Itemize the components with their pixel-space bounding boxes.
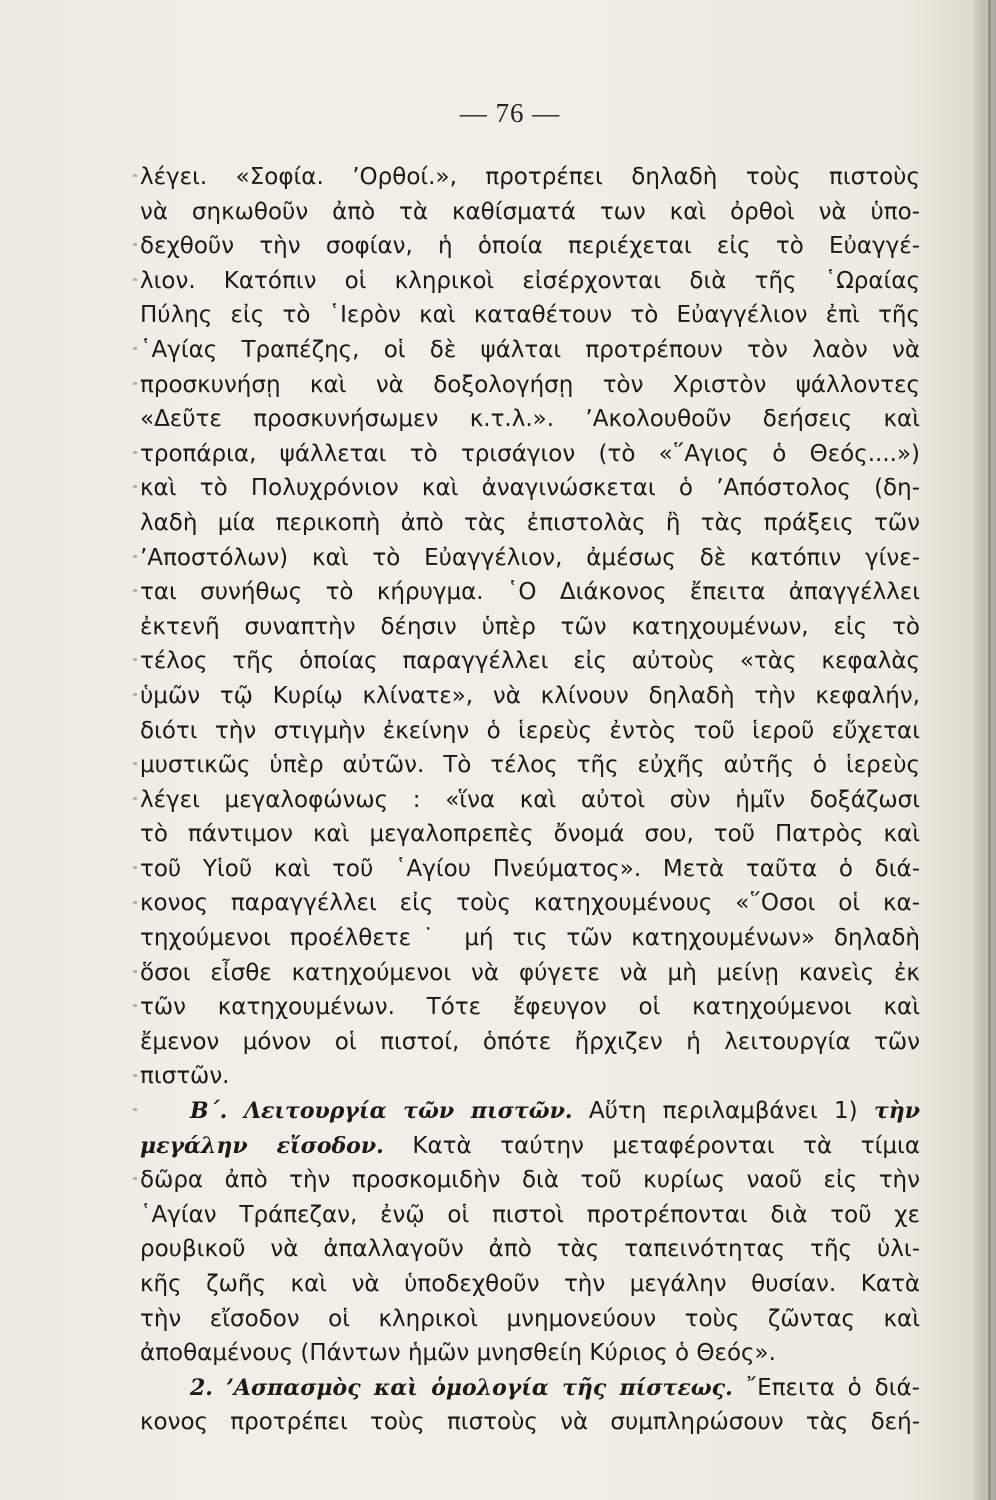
- text-line: [140, 1336, 920, 1371]
- margin-speck: [133, 797, 137, 800]
- line-text: ρουβικοῦ νὰ ἀπαλλαγοῦν ἀπὸ τὰς ταπεινότητας τῆς ὑλι-: [140, 1236, 920, 1263]
- line-text: ὅσοι εἶσθε κατηχούμενοι νὰ φύγετε νὰ μὴ μείνῃ κανεὶς ἐκ: [140, 959, 920, 986]
- line-text: τηχούμενοι προέλθετε˙ μή τις τῶν κατηχουμένων» δηλαδὴ: [140, 925, 920, 952]
- section-heading: μεγάλην εἴσοδον.: [140, 1132, 384, 1159]
- text-line: [140, 506, 920, 541]
- text-line: [140, 264, 920, 299]
- text-line: [140, 956, 920, 991]
- text-line: [140, 229, 920, 264]
- line-text: ὑμῶν τῷ Κυρίῳ κλίνατε», νὰ κλίνουν δηλαδὴ τὴν κεφαλήν,: [140, 682, 920, 709]
- line-text: ται συνήθως τὸ κήρυγμα. ῾Ο Διάκονος ἔπειτα ἀπαγγέλλει: [140, 579, 920, 606]
- text-line: [140, 1232, 920, 1267]
- margin-speck: [133, 866, 137, 869]
- section-heading: τὴν: [873, 1098, 920, 1125]
- line-text: λέγει μεγαλοφώνως : «ἵνα καὶ αὐτοὶ σὺν ἡμῖν δοξάζωσι: [140, 786, 920, 813]
- margin-speck: [133, 1177, 137, 1180]
- line-text: «Δεῦτε προσκυνήσωμεν κ.τ.λ.». ’Ακολουθοῦν δεήσεις καὶ: [140, 406, 920, 433]
- text-line: [140, 610, 920, 645]
- margin-speck: [133, 589, 137, 592]
- line-text: λαδὴ μία περικοπὴ ἀπὸ τὰς ἐπιστολὰς ἢ τὰς πράξεις τῶν: [140, 509, 920, 536]
- line-text: προσκυνήσῃ καὶ νὰ δοξολογήσῃ τὸν Χριστὸν ψάλλοντες: [140, 371, 920, 398]
- line-text: Αὕτη περιλαμβάνει 1): [588, 1098, 858, 1125]
- margin-speck: [133, 485, 137, 488]
- line-text: τὴν εἴσοδον οἱ κληρικοὶ μνημονεύουν τοὺς ζῶντας καὶ: [140, 1305, 920, 1332]
- line-text: λέγει. «Σοφία. ’Ορθοί.», προτρέπει δηλαδὴ τοὺς πιστοὺς: [140, 164, 920, 190]
- text-line: [140, 471, 920, 506]
- line-text: τροπάρια, ψάλλεται τὸ τρισάγιον (τὸ «῞Αγιος ὁ Θεός....»): [140, 440, 920, 467]
- line-text: πιστῶν.: [140, 1063, 230, 1090]
- line-text: ’Αποστόλων) καὶ τὸ Εὐαγγέλιον, ἀμέσως δὲ κατόπιν γίνε-: [140, 544, 920, 571]
- line-text: ἔμενον μόνον οἱ πιστοί, ὁπότε ἤρχιζεν ἡ λειτουργία τῶν: [140, 1028, 920, 1055]
- margin-speck: [133, 278, 137, 281]
- text-line: [140, 368, 920, 403]
- text-line: [140, 1302, 920, 1337]
- text-line: [140, 575, 920, 610]
- text-line: [140, 437, 920, 472]
- margin-speck: [133, 762, 137, 765]
- line-text: Πύλης εἰς τὸ ῾Ιερὸν καὶ καταθέτουν τὸ Εὐαγγέλιον ἐπὶ τῆς: [140, 302, 920, 329]
- line-text: δῶρα ἀπὸ τὴν προσκομιδὴν διὰ τοῦ κυρίως ναοῦ εἰς τὴν: [140, 1167, 920, 1194]
- text-line: [140, 1267, 920, 1302]
- line-text: νὰ σηκωθοῦν ἀπὸ τὰ καθίσματά των καὶ ὀρθοὶ νὰ ὑπο-: [140, 198, 920, 225]
- text-line: [140, 402, 920, 437]
- text-line: [140, 1025, 920, 1060]
- body-text: [140, 160, 920, 1440]
- line-text: καὶ τὸ Πολυχρόνιον καὶ ἀναγινώσκεται ὁ ’Απόστολος (δη-: [140, 475, 920, 502]
- line-text: τὸ πάντιμον καὶ μεγαλοπρεπὲς ὄνομά σου, τοῦ Πατρὸς καὶ: [140, 821, 920, 848]
- text-line: [140, 1198, 920, 1233]
- text-line: [140, 714, 920, 749]
- text-line: [140, 1405, 920, 1440]
- margin-speck: [133, 243, 137, 246]
- margin-speck: [133, 1108, 137, 1111]
- line-text: δεχθοῦν τὴν σοφίαν, ἡ ὁποία περιέχεται εἰς τὸ Εὐαγγέ-: [140, 233, 920, 260]
- text-line: [140, 990, 920, 1025]
- text-line: [140, 921, 920, 956]
- line-text: ἀποθαμένους (Πάντων ἡμῶν μνησθείη Κύριος ὁ Θεός».: [140, 1340, 776, 1367]
- text-line: [140, 886, 920, 921]
- text-line: [140, 195, 920, 230]
- section-heading: 2. ’Ασπασμὸς καὶ ὁμολογία τῆς πίστεως.: [190, 1374, 733, 1401]
- line-text: τέλος τῆς ὁποίας παραγγέλλει εἰς αὐτοὺς «τὰς κεφαλὰς: [140, 648, 920, 675]
- line-text: τῶν κατηχουμένων. Τότε ἔφευγον οἱ κατηχούμενοι καὶ: [140, 994, 920, 1021]
- page-number: — 76 —: [459, 98, 561, 128]
- text-line: [140, 333, 920, 368]
- binding-edge: [974, 0, 996, 1500]
- margin-speck: [133, 901, 137, 904]
- line-text: τοῦ Υἱοῦ καὶ τοῦ ῾Αγίου Πνεύματος». Μετὰ ταῦτα ὁ διά-: [140, 855, 920, 882]
- margin-speck: [133, 347, 137, 350]
- line-text: διότι τὴν στιγμὴν ἐκείνην ὁ ἱερεὺς ἐντὸς τοῦ ἱεροῦ εὔχεται: [140, 717, 920, 744]
- margin-speck: [133, 693, 137, 696]
- line-text: κῆς ζωῆς καὶ νὰ ὑποδεχθοῦν τὴν μεγάλην θυσίαν. Κατὰ: [140, 1271, 920, 1297]
- line-text: λιον. Κατόπιν οἱ κληρικοὶ εἰσέρχονται διὰ τῆς ῾Ωραίας: [140, 267, 920, 294]
- line-text: μυστικῶς ὑπὲρ αὐτῶν. Τὸ τέλος τῆς εὐχῆς αὐτῆς ὁ ἱερεὺς: [140, 752, 920, 779]
- text-line: [140, 817, 920, 852]
- margin-speck: [133, 555, 137, 558]
- margin-speck: [133, 382, 137, 385]
- text-line: [140, 298, 920, 333]
- text-line: [140, 1163, 920, 1198]
- margin-speck: [133, 1004, 137, 1007]
- line-text: κονος παραγγέλλει εἰς τοὺς κατηχουμένους «῞Οσοι οἱ κα-: [140, 890, 920, 917]
- text-line: [140, 679, 920, 714]
- line-text: Κατὰ ταύτην μεταφέρονται τὰ τίμια: [412, 1132, 920, 1159]
- text-line: [140, 644, 920, 679]
- line-text: ῎Επειτα ὁ διά-: [745, 1374, 920, 1401]
- text-line: [140, 1094, 920, 1129]
- text-line: [140, 748, 920, 783]
- line-text: κονος προτρέπει τοὺς πιστοὺς νὰ συμπληρώσουν τὰς δεή-: [140, 1409, 920, 1436]
- text-line: [140, 1371, 920, 1406]
- margin-speck: [133, 174, 137, 177]
- section-heading: Β΄. Λειτουργία τῶν πιστῶν.: [190, 1098, 573, 1125]
- text-line: [140, 541, 920, 576]
- text-line: [140, 160, 920, 195]
- margin-speck: [133, 451, 137, 454]
- line-text: ῾Αγίαν Τράπεζαν, ἐνῷ οἱ πιστοὶ προτρέπονται διὰ τοῦ χε: [140, 1201, 920, 1228]
- text-line: [140, 1129, 920, 1164]
- text-line: [140, 1059, 920, 1094]
- line-text: ῾Αγίας Τραπέζης, οἱ δὲ ψάλται προτρέπουν τὸν λαὸν νὰ: [140, 336, 920, 363]
- margin-speck: [133, 658, 137, 661]
- margin-speck: [133, 970, 137, 973]
- text-line: [140, 783, 920, 818]
- text-line: [140, 852, 920, 887]
- margin-speck: [133, 1074, 137, 1077]
- line-text: ἐκτενῆ συναπτὴν δέησιν ὑπὲρ τῶν κατηχουμένων, εἰς τὸ: [140, 613, 920, 640]
